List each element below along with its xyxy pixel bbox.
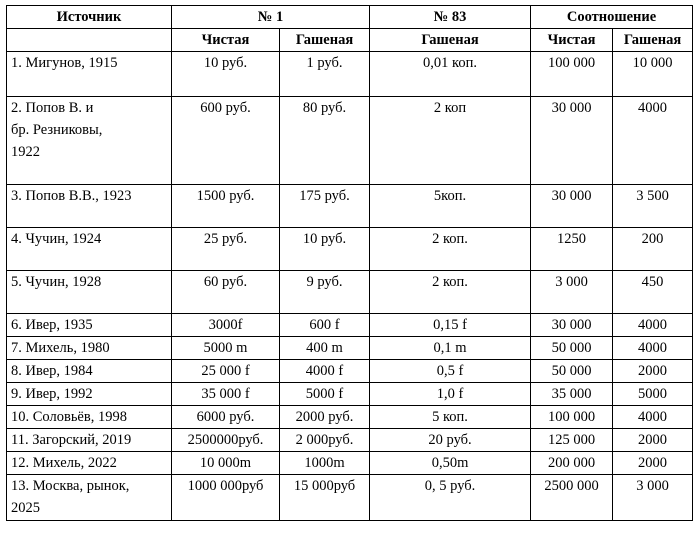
source-line: 3. Попов В.В., 1923 bbox=[11, 188, 132, 204]
cell-no1-clean: 5000 m bbox=[172, 337, 280, 360]
cell-no1-clean: 3000f bbox=[172, 314, 280, 337]
cell-no83-cancelled: 0,15 f bbox=[370, 314, 531, 337]
cell-source bbox=[7, 360, 172, 383]
cell-no1-clean: 10 руб. bbox=[172, 52, 280, 97]
cell-ratio-clean: 125 000 bbox=[531, 429, 613, 452]
cell-no1-cancelled: 1 руб. bbox=[280, 52, 370, 97]
cell-source bbox=[7, 228, 172, 271]
source-line: 9. Ивер, 1992 bbox=[11, 386, 93, 402]
cell-source bbox=[7, 337, 172, 360]
cell-no83-cancelled: 0,01 коп. bbox=[370, 52, 531, 97]
cell-source bbox=[7, 271, 172, 314]
header-row-2 bbox=[7, 29, 693, 52]
cell-no83-cancelled: 0, 5 руб. bbox=[370, 475, 531, 521]
cell-ratio-cancelled: 5000 bbox=[613, 383, 693, 406]
header-no1: № 1 bbox=[172, 6, 370, 29]
cell-ratio-cancelled: 3 500 bbox=[613, 185, 693, 228]
header-no83-cancelled: Гашеная bbox=[370, 29, 531, 52]
table-row bbox=[7, 360, 693, 383]
cell-ratio-cancelled: 200 bbox=[613, 228, 693, 271]
cell-no1-cancelled: 2000 руб. bbox=[280, 406, 370, 429]
cell-no1-clean: 60 руб. bbox=[172, 271, 280, 314]
source-line: 1. Мигунов, 1915 bbox=[11, 55, 118, 71]
cell-source bbox=[7, 406, 172, 429]
cell-ratio-clean: 1250 bbox=[531, 228, 613, 271]
cell-no1-cancelled: 2 000руб. bbox=[280, 429, 370, 452]
cell-no1-cancelled: 4000 f bbox=[280, 360, 370, 383]
header-no1-clean: Чистая bbox=[172, 29, 280, 52]
header-ratio: Соотношение bbox=[531, 6, 693, 29]
cell-no83-cancelled: 0,1 m bbox=[370, 337, 531, 360]
cell-no83-cancelled: 1,0 f bbox=[370, 383, 531, 406]
cell-no83-cancelled: 2 коп. bbox=[370, 228, 531, 271]
source-line: 10. Соловьёв, 1998 bbox=[11, 409, 127, 425]
cell-ratio-cancelled: 2000 bbox=[613, 452, 693, 475]
cell-ratio-clean: 3 000 bbox=[531, 271, 613, 314]
cell-ratio-cancelled: 4000 bbox=[613, 406, 693, 429]
cell-ratio-cancelled: 10 000 bbox=[613, 52, 693, 97]
cell-ratio-clean: 35 000 bbox=[531, 383, 613, 406]
source-line: бр. Резниковы, bbox=[11, 122, 103, 138]
cell-no1-clean: 25 000 f bbox=[172, 360, 280, 383]
cell-no1-cancelled: 80 руб. bbox=[280, 97, 370, 185]
cell-ratio-clean: 2500 000 bbox=[531, 475, 613, 521]
cell-no1-cancelled: 5000 f bbox=[280, 383, 370, 406]
cell-ratio-cancelled: 4000 bbox=[613, 337, 693, 360]
cell-no1-clean: 35 000 f bbox=[172, 383, 280, 406]
cell-source bbox=[7, 475, 172, 521]
cell-no1-clean: 25 руб. bbox=[172, 228, 280, 271]
price-comparison-table bbox=[6, 5, 693, 521]
cell-ratio-clean: 30 000 bbox=[531, 97, 613, 185]
table-row bbox=[7, 475, 693, 521]
cell-source bbox=[7, 314, 172, 337]
cell-ratio-clean: 50 000 bbox=[531, 337, 613, 360]
cell-source bbox=[7, 97, 172, 185]
cell-no1-clean: 6000 руб. bbox=[172, 406, 280, 429]
header-ratio-cancelled: Гашеная bbox=[613, 29, 693, 52]
source-line: 7. Михель, 1980 bbox=[11, 340, 110, 356]
cell-no1-clean: 600 руб. bbox=[172, 97, 280, 185]
cell-no83-cancelled: 2 коп bbox=[370, 97, 531, 185]
cell-no83-cancelled: 20 руб. bbox=[370, 429, 531, 452]
cell-no1-cancelled: 175 руб. bbox=[280, 185, 370, 228]
cell-no1-clean: 10 000m bbox=[172, 452, 280, 475]
table-row bbox=[7, 185, 693, 228]
table-row bbox=[7, 52, 693, 97]
source-line: 12. Михель, 2022 bbox=[11, 455, 117, 471]
cell-no83-cancelled: 5коп. bbox=[370, 185, 531, 228]
table-row bbox=[7, 429, 693, 452]
source-line: 4. Чучин, 1924 bbox=[11, 231, 102, 247]
cell-no1-cancelled: 9 руб. bbox=[280, 271, 370, 314]
cell-no1-cancelled: 15 000руб bbox=[280, 475, 370, 521]
table-row bbox=[7, 97, 693, 185]
source-line: 13. Москва, рынок, bbox=[11, 478, 130, 494]
header-row-1 bbox=[7, 6, 693, 29]
table-body bbox=[7, 52, 693, 521]
cell-ratio-clean: 200 000 bbox=[531, 452, 613, 475]
table-row bbox=[7, 337, 693, 360]
header-source: Источник bbox=[7, 6, 172, 29]
source-line: 8. Ивер, 1984 bbox=[11, 363, 93, 379]
cell-ratio-cancelled: 2000 bbox=[613, 429, 693, 452]
cell-ratio-cancelled: 450 bbox=[613, 271, 693, 314]
table-row bbox=[7, 406, 693, 429]
table-row bbox=[7, 452, 693, 475]
cell-no1-clean: 2500000руб. bbox=[172, 429, 280, 452]
table-row bbox=[7, 228, 693, 271]
cell-no1-clean: 1000 000руб bbox=[172, 475, 280, 521]
cell-source bbox=[7, 185, 172, 228]
cell-source bbox=[7, 383, 172, 406]
header-empty bbox=[7, 29, 172, 52]
table-row bbox=[7, 271, 693, 314]
cell-no1-cancelled: 1000m bbox=[280, 452, 370, 475]
header-ratio-clean: Чистая bbox=[531, 29, 613, 52]
cell-ratio-cancelled: 4000 bbox=[613, 314, 693, 337]
cell-ratio-clean: 100 000 bbox=[531, 406, 613, 429]
cell-source bbox=[7, 452, 172, 475]
source-line: 1922 bbox=[11, 144, 40, 160]
source-line: 2025 bbox=[11, 500, 40, 516]
header-no1-cancelled: Гашеная bbox=[280, 29, 370, 52]
source-line: 2. Попов В. и bbox=[11, 100, 94, 116]
cell-source bbox=[7, 429, 172, 452]
cell-no1-clean: 1500 руб. bbox=[172, 185, 280, 228]
cell-ratio-cancelled: 3 000 bbox=[613, 475, 693, 521]
source-line: 6. Ивер, 1935 bbox=[11, 317, 93, 333]
source-line: 5. Чучин, 1928 bbox=[11, 274, 102, 290]
cell-no83-cancelled: 5 коп. bbox=[370, 406, 531, 429]
cell-ratio-clean: 30 000 bbox=[531, 185, 613, 228]
cell-source bbox=[7, 52, 172, 97]
cell-no1-cancelled: 10 руб. bbox=[280, 228, 370, 271]
cell-no83-cancelled: 0,50m bbox=[370, 452, 531, 475]
table-row bbox=[7, 314, 693, 337]
cell-ratio-cancelled: 4000 bbox=[613, 97, 693, 185]
cell-ratio-clean: 50 000 bbox=[531, 360, 613, 383]
cell-no1-cancelled: 400 m bbox=[280, 337, 370, 360]
source-line: 11. Загорский, 2019 bbox=[11, 432, 132, 448]
cell-ratio-cancelled: 2000 bbox=[613, 360, 693, 383]
cell-no83-cancelled: 0,5 f bbox=[370, 360, 531, 383]
cell-ratio-clean: 100 000 bbox=[531, 52, 613, 97]
cell-no83-cancelled: 2 коп. bbox=[370, 271, 531, 314]
header-no83: № 83 bbox=[370, 6, 531, 29]
cell-ratio-clean: 30 000 bbox=[531, 314, 613, 337]
cell-no1-cancelled: 600 f bbox=[280, 314, 370, 337]
table-row bbox=[7, 383, 693, 406]
